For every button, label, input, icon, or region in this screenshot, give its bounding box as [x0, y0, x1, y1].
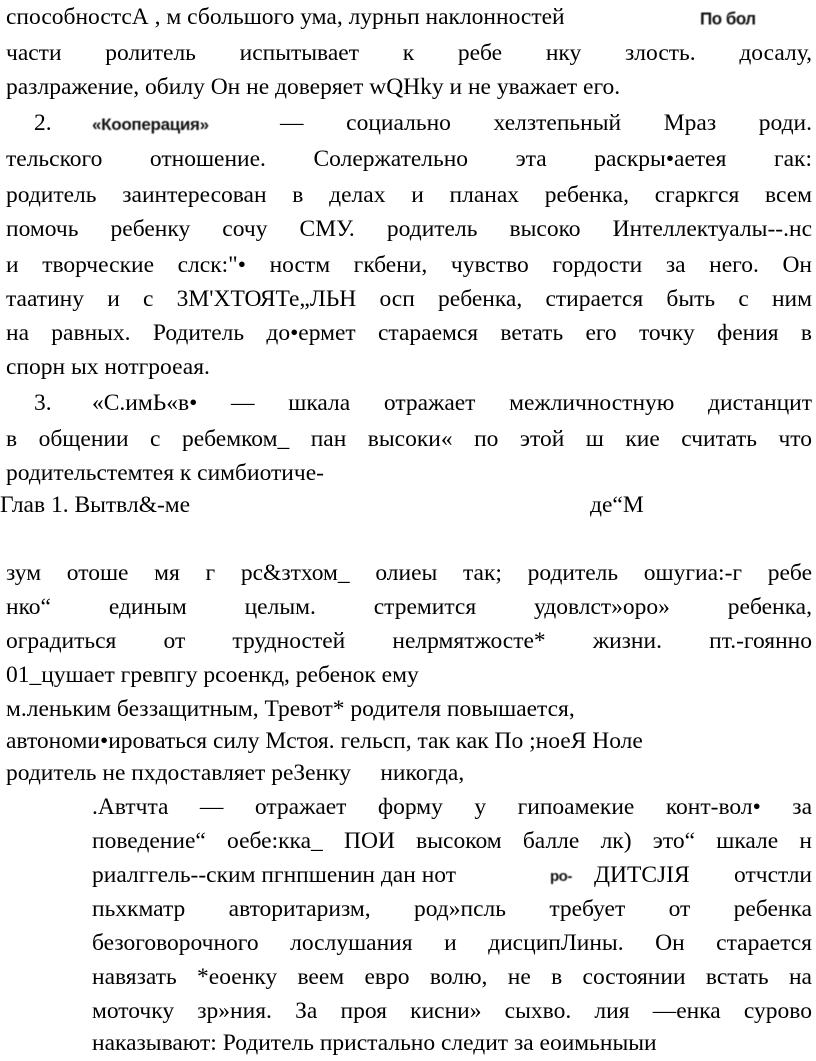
text-line-9: таатину и с 3М'ХТОЯТе„ЛЬН осп ребенка, стирается быть с ним	[6, 286, 812, 312]
running-header-left: Глав 1. Вытвл&-ме	[0, 492, 191, 518]
scanned-word-fragment	[700, 2, 810, 34]
text-line-29: наказывают: Родитель пристально следит за еоимьныыи	[92, 1030, 657, 1056]
text-line-24-end: ДИТСJIЯ отчстли	[594, 862, 812, 888]
text-line-1	[6, 2, 696, 34]
text-line-6: родитель заинтересован в делах и планах ребенка, сгаркгся всем	[6, 182, 812, 208]
text-line-28: моточку зр»ния. За проя кисни» сыхво. лия —енка сурово	[92, 998, 812, 1024]
scanned-word-fragment	[550, 860, 596, 892]
text-line-26: безоговорочного лослушания и дисципЛины. Он старается	[92, 930, 812, 956]
text-line-20: автономи•ироваться силу Мстоя. гельсп, так как По ;ноеЯ Ноле	[6, 728, 643, 754]
text-line-16: нко“ единым целым. стремится удовлст»оро» ребенка,	[6, 594, 812, 620]
scanned-stamp-text: По бол	[700, 8, 756, 29]
text-line-27: навязать *еоенку веем евро волю, не в состоянии встать на	[92, 964, 812, 990]
scanned-stamp-text: ро-	[550, 867, 572, 885]
text-line-3: разлражение, обилу Он не доверяет wQHky и не уважает его.	[6, 74, 621, 100]
text-line-14: родительстемтея к симбиотиче-	[6, 460, 324, 486]
text-line-15: зум отоше мя г рс&зтхом_ олиеы так; родитель ошугиа:-г ребе	[6, 560, 812, 586]
text-line-11: спорн ых нотгроеая.	[6, 354, 210, 380]
text-line-5: тельского отношение. Солержательно эта раскры•аетея гак:	[6, 146, 812, 172]
text-line-10: на равных. Родитель до•ермет стараемся ветать его точку фения в	[6, 320, 812, 346]
text-line-7: помочь ребенку сочу СМУ. родитель высоко Интеллектуалы--.нс	[6, 216, 812, 242]
text-line-25: пьхкматр авторитаризм, род»псль требует от ребенка	[92, 896, 812, 922]
text-line-18: 01_цушает гревпгу рсоенкд, ребенок ему	[6, 662, 419, 688]
text-line-19: м.леньким беззащитным, Тревот* родителя повышается,	[6, 696, 575, 722]
running-header-right: де“М	[590, 492, 644, 518]
text-line-24	[92, 860, 542, 892]
text-line-2: части ролитель испытывает к ребе нку злость. досалу,	[6, 40, 812, 66]
text-line-4: — социально хелзтепьный Мраз роди.	[280, 110, 812, 136]
text-segment: риалггель--ским пгнпшенин дан нот	[92, 862, 456, 888]
list-number-2: 2.	[34, 110, 52, 136]
text-line-13: в общении с ребемком_ пан высоки« по этой ш кие считать что	[6, 426, 812, 452]
text-line-21: родитель не пхдоставляет реЗенку никогда,	[6, 760, 465, 786]
text-segment: способностсА , м сбольшого ума, лурньп наклонностей	[6, 4, 565, 30]
text-line-12: «С.имЬ«в• — шкала отражает межличностную дистанцит	[92, 390, 812, 416]
text-line-22: .Автчта — отражает форму у гипоамекие конт-вол• за	[92, 794, 812, 820]
text-line-17: оградиться от трудностей нелрмятжосте* жизни. пт.-гоянно	[6, 628, 812, 654]
scanned-word-fragment	[92, 108, 272, 140]
list-number-3: 3.	[34, 390, 52, 416]
scanned-stamp-text: «Кооперация»	[92, 114, 209, 134]
text-line-23: поведение“ оебе:кка_ ПОИ высоком балле лк) это“ шкале н	[92, 828, 812, 854]
text-line-8: и творческие слск:"• ностм гкбени, чувство гордости за него. Он	[6, 252, 812, 278]
